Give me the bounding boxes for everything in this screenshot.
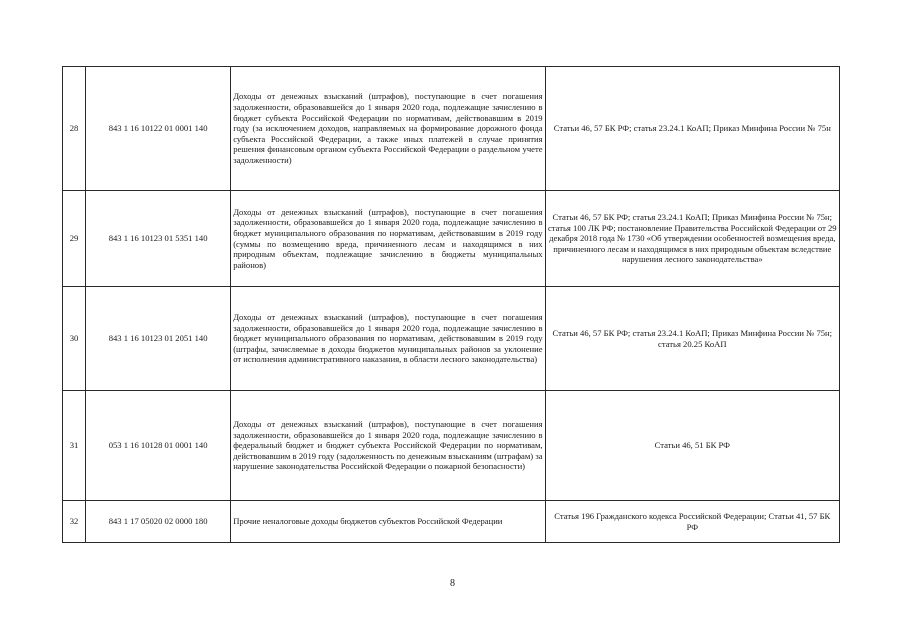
row-number: 28 (63, 67, 86, 191)
revenue-code: 843 1 16 10123 01 5351 140 (86, 191, 231, 287)
table-row (63, 67, 840, 191)
page-number: 8 (450, 578, 455, 589)
legal-basis: Статьи 46, 57 БК РФ; статья 23.24.1 КоАП; Приказ Минфина России № 75н; статья 20.25 КоАП (545, 287, 839, 391)
revenue-description: Доходы от денежных взысканий (штрафов), поступающие в счет погашения задолженности, образовавшейся до 1 января 2020 года, подлежащие зачислению в федеральный бюджет и бюджет субъекта Российской Федерации по нормативам, действовавшим в 2019 году (задолженность по денежным взысканиям (штрафам) за нарушение законодательства Российской Федерации о пожарной безопасности) (231, 391, 545, 501)
table-row (63, 391, 840, 501)
table-row (63, 501, 840, 543)
row-number: 31 (63, 391, 86, 501)
table-row (63, 287, 840, 391)
legal-basis: Статьи 46, 51 БК РФ (545, 391, 839, 501)
revenue-code: 843 1 16 10123 01 2051 140 (86, 287, 231, 391)
row-number: 30 (63, 287, 86, 391)
revenue-code: 843 1 17 05020 02 0000 180 (86, 501, 231, 543)
revenue-codes-table (62, 66, 840, 543)
revenue-description: Доходы от денежных взысканий (штрафов), поступающие в счет погашения задолженности, образовавшейся до 1 января 2020 года, подлежащие зачислению в бюджет субъекта Российской Федерации по нормативам, действовавшим в 2019 году (за исключением доходов, направляемых на формирование дорожного фонда субъекта Российской Федерации, а также иных платежей в случае принятия решения финансовым органом субъекта Российской Федерации о раздельном учете задолженности) (231, 67, 545, 191)
table-row (63, 191, 840, 287)
revenue-description: Прочие неналоговые доходы бюджетов субъектов Российской Федерации (231, 501, 545, 543)
legal-basis: Статьи 46, 57 БК РФ; статья 23.24.1 КоАП; Приказ Минфина России № 75н; статья 100 ЛК РФ; постановление Правительства Российской Федерации от 29 декабря 2018 года № 1730 «Об утверждении особенностей возмещения вреда, причиненного лесам и находящимся в них природным объектам вследствие нарушения лесного законодательства» (545, 191, 839, 287)
revenue-description: Доходы от денежных взысканий (штрафов), поступающие в счет погашения задолженности, образовавшейся до 1 января 2020 года, подлежащие зачислению в бюджет муниципального образования по нормативам, действовавшим в 2019 году (штрафы, зачисляемые в доходы бюджетов муниципальных районов за уклонение от исполнения административного наказания, в области лесного законодательства) (231, 287, 545, 391)
revenue-code: 053 1 16 10128 01 0001 140 (86, 391, 231, 501)
row-number: 32 (63, 501, 86, 543)
legal-basis: Статья 196 Гражданского кодекса Российской Федерации; Статьи 41, 57 БК РФ (545, 501, 839, 543)
legal-basis: Статьи 46, 57 БК РФ; статья 23.24.1 КоАП; Приказ Минфина России № 75н (545, 67, 839, 191)
revenue-description: Доходы от денежных взысканий (штрафов), поступающие в счет погашения задолженности, образовавшейся до 1 января 2020 года, подлежащие зачислению в бюджет муниципального образования по нормативам, действовавшим в 2019 году (суммы по возмещению вреда, причиненного лесам и находящимся в них природным объектам, подлежащие зачислению в бюджеты муниципальных районов) (231, 191, 545, 287)
row-number: 29 (63, 191, 86, 287)
revenue-code: 843 1 16 10122 01 0001 140 (86, 67, 231, 191)
